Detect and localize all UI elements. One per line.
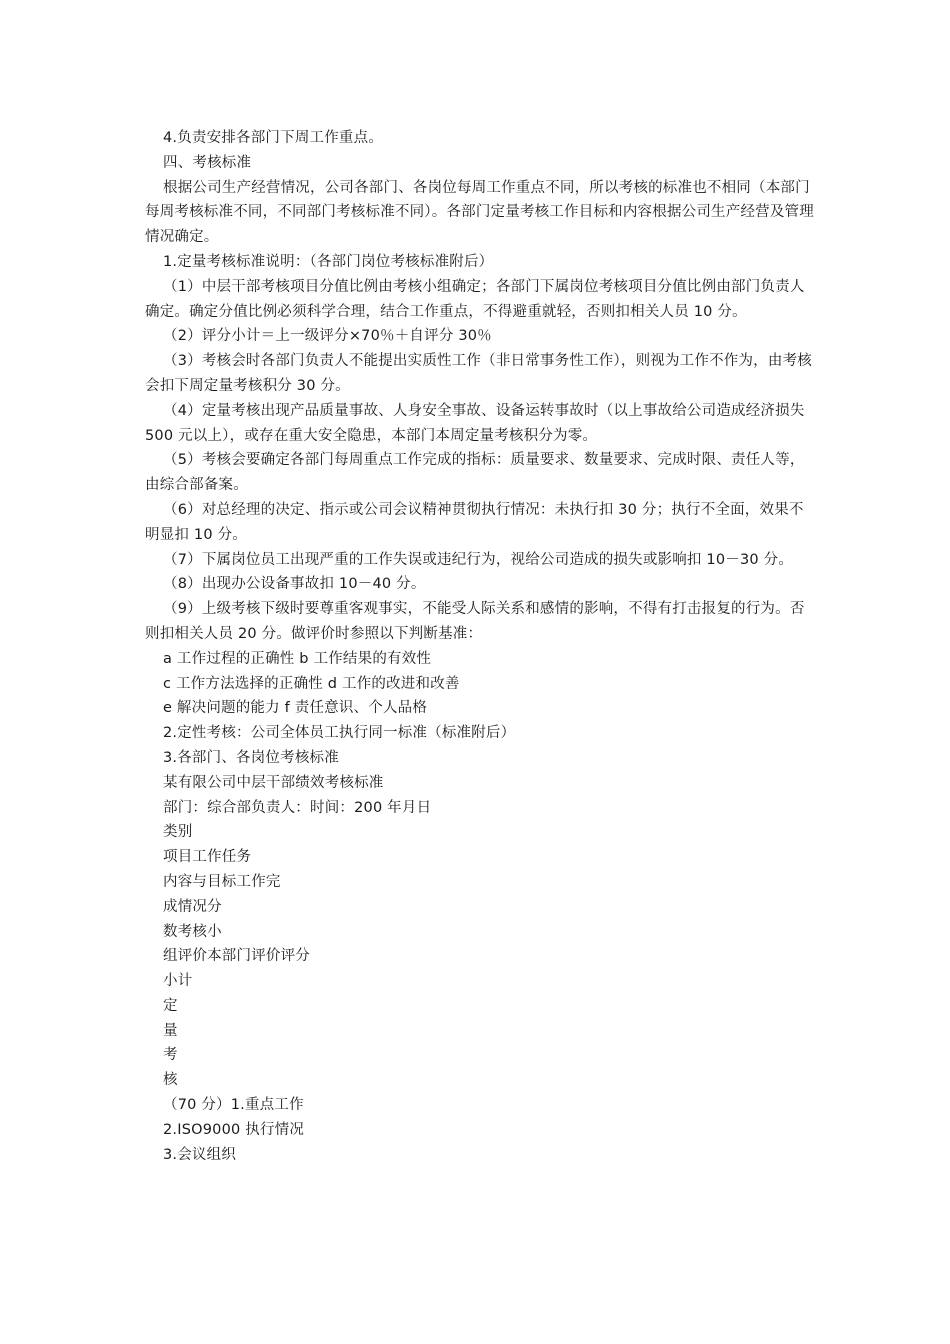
table-title: 某有限公司中层干部绩效考核标准 bbox=[163, 774, 384, 791]
paragraph: （9）上级考核下级时要尊重客观事实，不能受人际关系和感情的影响，不得有打击报复的行为。否则扣相关人员 20 分。做评价时参照以下判断基准： bbox=[145, 601, 805, 642]
paragraph: （7）下属岗位员工出现严重的工作失误或违纪行为，视给公司造成的损失或影响扣 10－30 分。 bbox=[163, 551, 794, 568]
table-meta: 部门：综合部负责人：时间：200 年月日 bbox=[163, 799, 432, 816]
paragraph: 根据公司生产经营情况，公司各部门、各岗位每周工作重点不同，所以考核的标准也不相同（本部门每周考核标准不同，不同部门考核标准不同）。各部门定量考核工作目标和内容根据公司生产经营及管理情况确定。 bbox=[145, 179, 814, 246]
criteria-line: a 工作过程的正确性 b 工作结果的有效性 bbox=[163, 650, 432, 667]
paragraph: （4）定量考核出现产品质量事故、人身安全事故、设备运转事故时（以上事故给公司造成经济损失 500 元以上），或存在重大安全隐患，本部门本周定量考核积分为零。 bbox=[145, 402, 805, 444]
table-cell-text: （70 分）1.重点工作 bbox=[163, 1097, 304, 1114]
table-cell-text: 3.会议组织 bbox=[163, 1146, 237, 1163]
table-cell-text: 核 bbox=[163, 1072, 178, 1089]
table-cell-text: 项目工作任务 bbox=[163, 849, 252, 866]
table-cell-text: 内容与目标工作完 bbox=[163, 873, 281, 890]
criteria-line: c 工作方法选择的正确性 d 工作的改进和改善 bbox=[163, 675, 460, 692]
table-cell-text: 类别 bbox=[163, 824, 193, 841]
paragraph: 4.负责安排各部门下周工作重点。 bbox=[163, 130, 384, 146]
section-heading: 四、考核标准 bbox=[163, 154, 252, 171]
table-cell-text: 成情况分 bbox=[163, 898, 222, 915]
criteria-line: e 解决问题的能力 f 责任意识、个人品格 bbox=[163, 700, 428, 717]
table-cell-text: 数考核小 bbox=[163, 923, 222, 940]
table-cell-text: 定 bbox=[163, 997, 178, 1014]
table-cell-text: 2.ISO9000 执行情况 bbox=[163, 1121, 305, 1138]
paragraph: （3）考核会时各部门负责人不能提出实质性工作（非日常事务性工作），则视为工作不作为，由考核会扣下周定量考核积分 30 分。 bbox=[145, 353, 812, 394]
table-cell-text: 组评价本部门评价评分 bbox=[163, 948, 310, 965]
subheading: 1.定量考核标准说明：（各部门岗位考核标准附后） bbox=[163, 253, 494, 270]
paragraph: （8）出现办公设备事故扣 10－40 分。 bbox=[163, 576, 426, 593]
document-body bbox=[145, 126, 815, 1167]
table-cell-text: 小计 bbox=[163, 973, 193, 990]
paragraph: （1）中层干部考核项目分值比例由考核小组确定；各部门下属岗位考核项目分值比例由部门负责人确定。确定分值比例必须科学合理，结合工作重点，不得避重就轻，否则扣相关人员 10 分。 bbox=[145, 278, 805, 320]
table-cell-text: 考 bbox=[163, 1047, 178, 1064]
table-cell-text: 量 bbox=[163, 1022, 178, 1039]
subheading: 3.各部门、各岗位考核标准 bbox=[163, 749, 339, 766]
paragraph: （6）对总经理的决定、指示或公司会议精神贯彻执行情况：未执行扣 30 分；执行不全面，效果不明显扣 10 分。 bbox=[145, 501, 804, 543]
paragraph: （5）考核会要确定各部门每周重点工作完成的指标：质量要求、数量要求、完成时限、责任人等，由综合部备案。 bbox=[145, 452, 805, 494]
paragraph: （2）评分小计＝上一级评分×70％＋自评分 30％ bbox=[163, 328, 492, 345]
subheading: 2.定性考核：公司全体员工执行同一标准（标准附后） bbox=[163, 725, 516, 742]
